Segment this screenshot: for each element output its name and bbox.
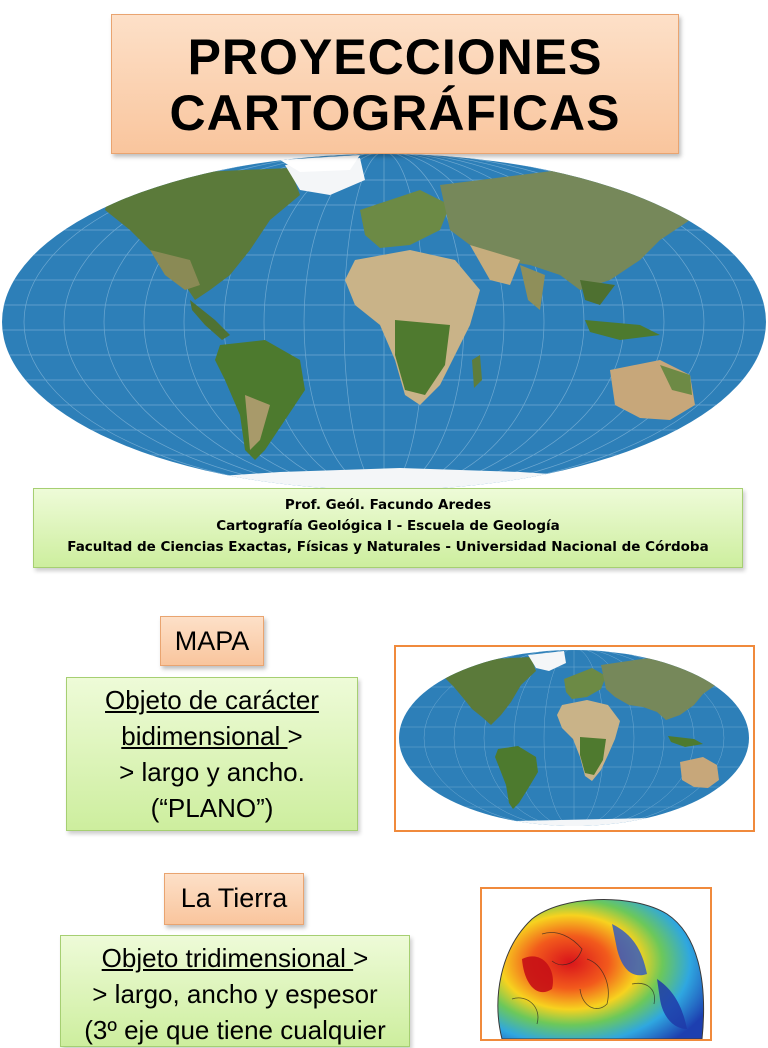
institution-name: Facultad de Ciencias Exactas, Físicas y Naturales - Universidad Nacional de Córdoba xyxy=(67,539,709,555)
geoid-image xyxy=(482,889,710,1039)
tierra-desc-line-1: Objeto tridimensional xyxy=(101,943,354,973)
tierra-description-box xyxy=(60,935,410,1047)
mapa-desc-line-4: (“PLANO”) xyxy=(150,793,274,823)
world-map-small-frame xyxy=(394,645,755,832)
author-name: Prof. Geól. Facundo Aredes xyxy=(284,497,492,513)
mapa-label: MAPA xyxy=(174,626,250,656)
tierra-label: La Tierra xyxy=(180,883,288,913)
mapa-desc-line-2-suffix: > xyxy=(287,721,303,751)
title-line-2: CARTOGRÁFICAS xyxy=(169,85,621,141)
world-map-large xyxy=(0,150,768,490)
world-map-small xyxy=(396,647,753,830)
title-box xyxy=(111,14,679,154)
tierra-desc-line-2: > largo, ancho y espesor xyxy=(92,979,378,1009)
title-line-1: PROYECCIONES xyxy=(187,29,603,85)
tierra-label-box xyxy=(164,873,304,925)
geoid-image-frame xyxy=(480,887,712,1041)
mapa-label-box xyxy=(160,616,264,666)
course-name: Cartografía Geológica I - Escuela de Geología xyxy=(216,518,560,534)
mapa-desc-line-2: bidimensional xyxy=(121,721,288,751)
credits-box xyxy=(33,488,743,568)
mapa-description-box xyxy=(66,677,358,831)
mapa-desc-line-3: > largo y ancho. xyxy=(119,757,305,787)
tierra-desc-line-1-suffix: > xyxy=(353,943,369,973)
mapa-desc-line-1: Objeto de carácter xyxy=(105,685,319,715)
tierra-desc-line-3: (3º eje que tiene cualquier xyxy=(84,1015,386,1045)
